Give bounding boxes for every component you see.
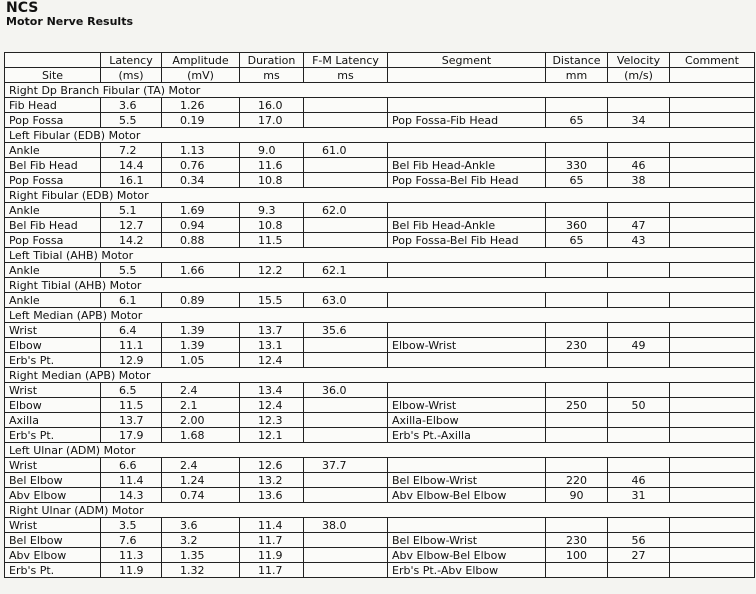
header-cell-segment: Segment [388, 53, 546, 68]
cell-segment: Axilla-Elbow [388, 413, 546, 428]
table-row [5, 383, 755, 398]
cell-fm [304, 338, 388, 353]
cell-comment [670, 413, 755, 428]
table-row [5, 548, 755, 563]
header-cell-velocity: (m/s) [608, 68, 670, 83]
cell-comment [670, 563, 755, 578]
cell-segment [388, 353, 546, 368]
header-cell-segment [388, 68, 546, 83]
section-row [5, 503, 755, 518]
cell-comment [670, 383, 755, 398]
cell-amplitude: 1.24 [162, 473, 240, 488]
table-row [5, 98, 755, 113]
cell-distance [546, 428, 608, 443]
cell-velocity [608, 143, 670, 158]
cell-duration: 11.5 [240, 233, 304, 248]
header-cell-site [5, 53, 101, 68]
cell-segment: Pop Fossa-Bel Fib Head [388, 173, 546, 188]
cell-segment [388, 203, 546, 218]
cell-duration: 12.4 [240, 353, 304, 368]
cell-velocity: 47 [608, 218, 670, 233]
section-row [5, 368, 755, 383]
cell-distance: 230 [546, 533, 608, 548]
cell-fm [304, 173, 388, 188]
cell-duration: 12.6 [240, 458, 304, 473]
cell-comment [670, 518, 755, 533]
cell-amplitude: 2.00 [162, 413, 240, 428]
cell-velocity [608, 263, 670, 278]
cell-latency: 17.9 [101, 428, 162, 443]
table-row [5, 203, 755, 218]
cell-segment: Pop Fossa-Fib Head [388, 113, 546, 128]
cell-site: Erb's Pt. [5, 428, 101, 443]
cell-fm [304, 113, 388, 128]
cell-segment [388, 323, 546, 338]
cell-segment: Bel Fib Head-Ankle [388, 158, 546, 173]
cell-velocity [608, 413, 670, 428]
cell-latency: 11.3 [101, 548, 162, 563]
cell-duration: 13.6 [240, 488, 304, 503]
cell-duration: 10.8 [240, 218, 304, 233]
cell-comment [670, 398, 755, 413]
table-row [5, 158, 755, 173]
cell-distance: 230 [546, 338, 608, 353]
cell-amplitude: 0.19 [162, 113, 240, 128]
cell-latency: 5.1 [101, 203, 162, 218]
cell-velocity: 46 [608, 473, 670, 488]
header-cell-amplitude: (mV) [162, 68, 240, 83]
cell-velocity [608, 383, 670, 398]
cell-latency: 6.4 [101, 323, 162, 338]
cell-velocity [608, 458, 670, 473]
section-row [5, 188, 755, 203]
cell-segment: Abv Elbow-Bel Elbow [388, 488, 546, 503]
cell-site: Ankle [5, 293, 101, 308]
cell-duration: 9.0 [240, 143, 304, 158]
cell-latency: 11.9 [101, 563, 162, 578]
cell-fm: 61.0 [304, 143, 388, 158]
table-row [5, 113, 755, 128]
cell-latency: 3.6 [101, 98, 162, 113]
cell-velocity: 43 [608, 233, 670, 248]
cell-fm [304, 98, 388, 113]
cell-segment: Bel Fib Head-Ankle [388, 218, 546, 233]
section-row [5, 83, 755, 98]
cell-fm [304, 548, 388, 563]
cell-latency: 5.5 [101, 263, 162, 278]
table-row [5, 173, 755, 188]
section-label: Right Ulnar (ADM) Motor [5, 503, 755, 518]
cell-comment [670, 338, 755, 353]
cell-latency: 14.4 [101, 158, 162, 173]
cell-duration: 17.0 [240, 113, 304, 128]
cell-site: Pop Fossa [5, 113, 101, 128]
cell-site: Ankle [5, 203, 101, 218]
cell-duration: 11.7 [240, 563, 304, 578]
cell-distance [546, 203, 608, 218]
cell-duration: 13.7 [240, 323, 304, 338]
cell-distance [546, 383, 608, 398]
cell-amplitude: 1.26 [162, 98, 240, 113]
cell-site: Bel Elbow [5, 533, 101, 548]
cell-comment [670, 548, 755, 563]
cell-comment [670, 323, 755, 338]
cell-velocity [608, 563, 670, 578]
cell-comment [670, 473, 755, 488]
cell-duration: 13.4 [240, 383, 304, 398]
cell-fm [304, 158, 388, 173]
cell-latency: 7.2 [101, 143, 162, 158]
cell-velocity: 56 [608, 533, 670, 548]
cell-amplitude: 0.74 [162, 488, 240, 503]
cell-site: Erb's Pt. [5, 353, 101, 368]
cell-latency: 6.1 [101, 293, 162, 308]
cell-velocity [608, 98, 670, 113]
cell-segment: Erb's Pt.-Axilla [388, 428, 546, 443]
cell-comment [670, 218, 755, 233]
cell-comment [670, 98, 755, 113]
cell-fm [304, 233, 388, 248]
section-row [5, 248, 755, 263]
cell-distance [546, 293, 608, 308]
table-row [5, 488, 755, 503]
cell-fm [304, 353, 388, 368]
cell-site: Abv Elbow [5, 548, 101, 563]
cell-amplitude: 0.34 [162, 173, 240, 188]
cell-velocity [608, 428, 670, 443]
cell-site: Erb's Pt. [5, 563, 101, 578]
section-label: Left Median (APB) Motor [5, 308, 755, 323]
cell-amplitude: 3.2 [162, 533, 240, 548]
cell-amplitude: 1.69 [162, 203, 240, 218]
cell-comment [670, 293, 755, 308]
header-cell-comment [670, 68, 755, 83]
table-row [5, 323, 755, 338]
header-cell-amplitude: Amplitude [162, 53, 240, 68]
cell-segment [388, 458, 546, 473]
table-row [5, 428, 755, 443]
cell-amplitude: 0.76 [162, 158, 240, 173]
cell-velocity [608, 353, 670, 368]
cell-amplitude: 1.13 [162, 143, 240, 158]
cell-segment [388, 293, 546, 308]
cell-site: Wrist [5, 518, 101, 533]
cell-fm: 35.6 [304, 323, 388, 338]
cell-latency: 16.1 [101, 173, 162, 188]
cell-distance [546, 143, 608, 158]
cell-site: Pop Fossa [5, 233, 101, 248]
cell-latency: 5.5 [101, 113, 162, 128]
cell-distance: 330 [546, 158, 608, 173]
cell-velocity [608, 203, 670, 218]
section-label: Left Tibial (AHB) Motor [5, 248, 755, 263]
section-row [5, 308, 755, 323]
cell-latency: 11.4 [101, 473, 162, 488]
cell-velocity: 34 [608, 113, 670, 128]
cell-comment [670, 458, 755, 473]
cell-fm [304, 428, 388, 443]
cell-distance [546, 458, 608, 473]
cell-site: Elbow [5, 338, 101, 353]
cell-distance: 65 [546, 173, 608, 188]
cell-distance [546, 323, 608, 338]
cell-distance: 360 [546, 218, 608, 233]
cell-segment [388, 98, 546, 113]
cell-duration: 12.4 [240, 398, 304, 413]
cell-site: Pop Fossa [5, 173, 101, 188]
section-label: Right Tibial (AHB) Motor [5, 278, 755, 293]
table-row [5, 533, 755, 548]
cell-site: Wrist [5, 323, 101, 338]
cell-amplitude: 1.35 [162, 548, 240, 563]
cell-site: Ankle [5, 143, 101, 158]
cell-fm: 62.0 [304, 203, 388, 218]
cell-latency: 6.6 [101, 458, 162, 473]
section-label: Right Median (APB) Motor [5, 368, 755, 383]
cell-duration: 12.2 [240, 263, 304, 278]
cell-distance [546, 263, 608, 278]
cell-latency: 12.9 [101, 353, 162, 368]
header-cell-fm-latency: ms [304, 68, 388, 83]
header-cell-site: Site [5, 68, 101, 83]
cell-site: Ankle [5, 263, 101, 278]
cell-amplitude: 1.32 [162, 563, 240, 578]
cell-segment [388, 263, 546, 278]
section-label: Left Ulnar (ADM) Motor [5, 443, 755, 458]
header-cell-duration: ms [240, 68, 304, 83]
section-row [5, 443, 755, 458]
cell-segment: Abv Elbow-Bel Elbow [388, 548, 546, 563]
cell-distance: 220 [546, 473, 608, 488]
cell-segment [388, 518, 546, 533]
table-row [5, 563, 755, 578]
cell-amplitude: 1.66 [162, 263, 240, 278]
cell-duration: 16.0 [240, 98, 304, 113]
cell-amplitude: 0.88 [162, 233, 240, 248]
table-row [5, 143, 755, 158]
header-cell-distance: mm [546, 68, 608, 83]
header-cell-latency: Latency [101, 53, 162, 68]
cell-segment: Bel Elbow-Wrist [388, 533, 546, 548]
cell-duration: 11.4 [240, 518, 304, 533]
cell-duration: 10.8 [240, 173, 304, 188]
cell-fm [304, 218, 388, 233]
cell-fm [304, 413, 388, 428]
cell-site: Fib Head [5, 98, 101, 113]
table-body [5, 53, 755, 578]
header-row2 [5, 68, 755, 83]
table-row [5, 518, 755, 533]
section-row [5, 128, 755, 143]
section-label: Left Fibular (EDB) Motor [5, 128, 755, 143]
cell-latency: 13.7 [101, 413, 162, 428]
cell-amplitude: 2.4 [162, 458, 240, 473]
cell-velocity [608, 293, 670, 308]
cell-distance: 250 [546, 398, 608, 413]
cell-distance [546, 98, 608, 113]
cell-velocity [608, 323, 670, 338]
cell-distance [546, 563, 608, 578]
table-row [5, 353, 755, 368]
header-cell-fm-latency: F-M Latency [304, 53, 388, 68]
cell-velocity: 50 [608, 398, 670, 413]
cell-fm: 62.1 [304, 263, 388, 278]
cell-latency: 3.5 [101, 518, 162, 533]
cell-duration: 11.7 [240, 533, 304, 548]
cell-latency: 12.7 [101, 218, 162, 233]
cell-amplitude: 1.68 [162, 428, 240, 443]
cell-amplitude: 1.39 [162, 338, 240, 353]
cell-segment: Elbow-Wrist [388, 398, 546, 413]
cell-duration: 11.6 [240, 158, 304, 173]
cell-amplitude: 2.1 [162, 398, 240, 413]
cell-velocity: 38 [608, 173, 670, 188]
cell-fm [304, 488, 388, 503]
cell-velocity [608, 518, 670, 533]
cell-distance [546, 353, 608, 368]
cell-site: Axilla [5, 413, 101, 428]
cell-segment: Bel Elbow-Wrist [388, 473, 546, 488]
cell-distance: 65 [546, 233, 608, 248]
cell-site: Abv Elbow [5, 488, 101, 503]
cell-comment [670, 488, 755, 503]
cell-site: Bel Fib Head [5, 158, 101, 173]
cell-duration: 13.2 [240, 473, 304, 488]
cell-latency: 11.1 [101, 338, 162, 353]
header-cell-velocity: Velocity [608, 53, 670, 68]
table-row [5, 398, 755, 413]
cell-distance [546, 518, 608, 533]
cell-comment [670, 143, 755, 158]
cell-fm: 63.0 [304, 293, 388, 308]
cell-site: Bel Elbow [5, 473, 101, 488]
section-row [5, 278, 755, 293]
cell-latency: 7.6 [101, 533, 162, 548]
cell-segment: Elbow-Wrist [388, 338, 546, 353]
cell-amplitude: 0.89 [162, 293, 240, 308]
cell-fm [304, 473, 388, 488]
cell-site: Bel Fib Head [5, 218, 101, 233]
cell-velocity: 31 [608, 488, 670, 503]
cell-duration: 15.5 [240, 293, 304, 308]
cell-amplitude: 2.4 [162, 383, 240, 398]
table-row [5, 338, 755, 353]
section-label: Right Fibular (EDB) Motor [5, 188, 755, 203]
cell-duration: 12.3 [240, 413, 304, 428]
cell-segment [388, 383, 546, 398]
cell-velocity: 49 [608, 338, 670, 353]
cell-velocity: 27 [608, 548, 670, 563]
header-cell-comment: Comment [670, 53, 755, 68]
cell-distance: 65 [546, 113, 608, 128]
table-row [5, 473, 755, 488]
cell-site: Elbow [5, 398, 101, 413]
cell-velocity: 46 [608, 158, 670, 173]
table-row [5, 458, 755, 473]
cell-fm [304, 533, 388, 548]
motor-nerve-table [4, 52, 755, 578]
table-row [5, 218, 755, 233]
cell-distance: 100 [546, 548, 608, 563]
report-title: NCS [6, 0, 39, 16]
cell-amplitude: 1.39 [162, 323, 240, 338]
cell-site: Wrist [5, 383, 101, 398]
header-cell-latency: (ms) [101, 68, 162, 83]
cell-latency: 11.5 [101, 398, 162, 413]
cell-fm: 38.0 [304, 518, 388, 533]
cell-fm [304, 563, 388, 578]
table-row [5, 233, 755, 248]
cell-comment [670, 263, 755, 278]
cell-comment [670, 233, 755, 248]
cell-comment [670, 428, 755, 443]
cell-amplitude: 3.6 [162, 518, 240, 533]
cell-latency: 14.2 [101, 233, 162, 248]
cell-comment [670, 113, 755, 128]
cell-fm [304, 398, 388, 413]
cell-latency: 14.3 [101, 488, 162, 503]
cell-comment [670, 353, 755, 368]
cell-comment [670, 158, 755, 173]
cell-comment [670, 533, 755, 548]
cell-duration: 13.1 [240, 338, 304, 353]
table-row [5, 293, 755, 308]
cell-comment [670, 203, 755, 218]
cell-duration: 11.9 [240, 548, 304, 563]
table-row [5, 263, 755, 278]
cell-segment: Pop Fossa-Bel Fib Head [388, 233, 546, 248]
cell-duration: 9.3 [240, 203, 304, 218]
header-cell-duration: Duration [240, 53, 304, 68]
cell-fm: 36.0 [304, 383, 388, 398]
table-row [5, 413, 755, 428]
cell-comment [670, 173, 755, 188]
cell-amplitude: 1.05 [162, 353, 240, 368]
cell-segment [388, 143, 546, 158]
cell-distance: 90 [546, 488, 608, 503]
cell-distance [546, 413, 608, 428]
cell-fm: 37.7 [304, 458, 388, 473]
cell-site: Wrist [5, 458, 101, 473]
section-label: Right Dp Branch Fibular (TA) Motor [5, 83, 755, 98]
cell-duration: 12.1 [240, 428, 304, 443]
report-subtitle: Motor Nerve Results [6, 15, 134, 28]
cell-latency: 6.5 [101, 383, 162, 398]
cell-amplitude: 0.94 [162, 218, 240, 233]
header-cell-distance: Distance [546, 53, 608, 68]
cell-segment: Erb's Pt.-Abv Elbow [388, 563, 546, 578]
header-row1 [5, 53, 755, 68]
